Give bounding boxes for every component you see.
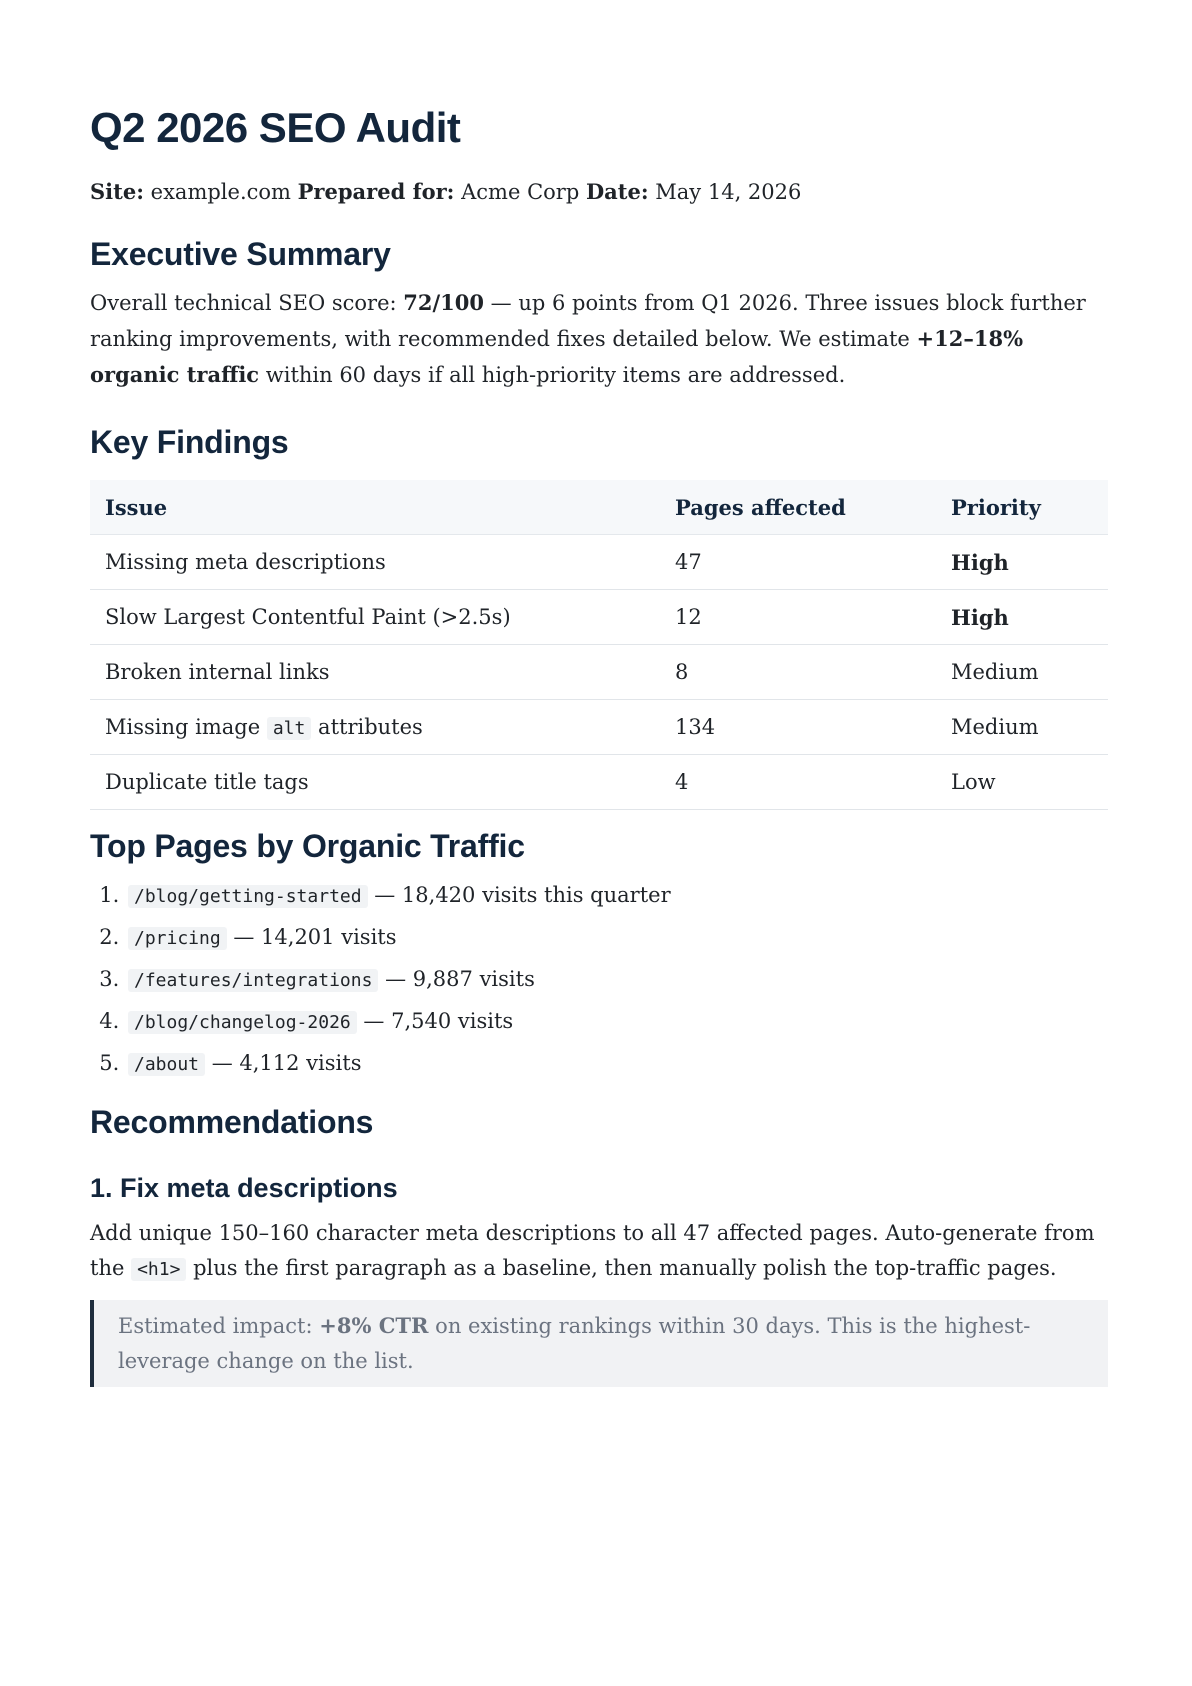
- pages-cell: 47: [660, 535, 936, 590]
- inline-code: <h1>: [131, 1258, 186, 1281]
- issue-cell: Slow Largest Contentful Paint (>2.5s): [90, 590, 660, 645]
- list-item: [126, 959, 671, 1001]
- list-item: [126, 1043, 671, 1085]
- callout-text: [118, 1308, 1084, 1379]
- table-row: [90, 590, 1108, 645]
- priority-value: High: [951, 604, 1009, 630]
- priority-cell: Medium: [936, 645, 1108, 700]
- table-header-row: [90, 480, 1108, 535]
- executive-summary-paragraph: [90, 285, 1108, 393]
- page-path: /features/integrations: [128, 969, 378, 992]
- callout-text-2: on existing rankings within 30 days. This is the highest-leverage change on the list.: [118, 1314, 1031, 1373]
- issue-cell: Duplicate title tags: [90, 755, 660, 810]
- summary-text-1: Overall technical SEO score:: [90, 291, 404, 315]
- site-value: example.com: [150, 180, 291, 204]
- summary-text-2: — up 6 points from Q1 2026. Three issues block further ranking improvements, with recommended fixes detailed below. We estimate: [90, 291, 1086, 351]
- issue-text-post: attributes: [318, 715, 423, 739]
- page-visits: — 18,420 visits this quarter: [367, 883, 671, 907]
- summary-text-3: within 60 days if all high-priority items are addressed.: [259, 363, 846, 387]
- page-path: /about: [128, 1053, 205, 1076]
- page-visits: — 9,887 visits: [378, 967, 535, 991]
- date-label: Date:: [585, 179, 649, 204]
- rec-text-2: plus the first paragraph as a baseline, then manually polish the top-traffic pages.: [186, 1256, 1057, 1280]
- page-path: /blog/changelog-2026: [128, 1011, 357, 1034]
- list-item: [126, 875, 671, 917]
- issue-cell: Missing meta descriptions: [90, 535, 660, 590]
- list-item: [126, 917, 671, 959]
- pages-cell: 12: [660, 590, 936, 645]
- page-visits: — 14,201 visits: [226, 925, 397, 949]
- page-path: /blog/getting-started: [128, 885, 368, 908]
- inline-code: alt: [267, 717, 312, 740]
- key-findings-heading: Key Findings: [90, 424, 289, 460]
- top-pages-list: [90, 875, 671, 1085]
- site-label: Site:: [90, 179, 144, 204]
- top-pages-heading: Top Pages by Organic Traffic: [90, 828, 525, 864]
- pages-cell: 8: [660, 645, 936, 700]
- prepared-for-value: Acme Corp: [461, 180, 580, 204]
- prepared-for-label: Prepared for:: [297, 179, 455, 204]
- table-row: [90, 700, 1108, 755]
- priority-cell: [936, 590, 1108, 645]
- callout-text-1: Estimated impact:: [118, 1314, 320, 1338]
- table-row: [90, 645, 1108, 700]
- table-row: [90, 755, 1108, 810]
- findings-table: [90, 480, 1108, 810]
- rec-text-1: Add unique 150–160 character meta descriptions to all 47 affected pages. Auto-generate from the: [90, 1221, 1095, 1280]
- pages-cell: 4: [660, 755, 936, 810]
- list-item: [126, 1001, 671, 1043]
- column-header-pages-affected: Pages affected: [660, 480, 936, 535]
- pages-cell: 134: [660, 700, 936, 755]
- priority-cell: Low: [936, 755, 1108, 810]
- column-header-priority: Priority: [936, 480, 1108, 535]
- page-path: /pricing: [128, 927, 227, 950]
- priority-cell: [936, 535, 1108, 590]
- recommendation-1-heading: 1. Fix meta descriptions: [90, 1173, 398, 1203]
- priority-value: High: [951, 549, 1009, 575]
- page-title: Q2 2026 SEO Audit: [90, 104, 461, 151]
- seo-score: 72/100: [403, 290, 484, 315]
- callout-ctr: +8% CTR: [319, 1313, 429, 1338]
- column-header-issue: Issue: [90, 480, 660, 535]
- document-meta: [90, 176, 801, 208]
- date-value: May 14, 2026: [655, 180, 802, 204]
- page-visits: — 4,112 visits: [205, 1051, 362, 1075]
- traffic-estimate: +12–18% organic traffic: [90, 326, 1024, 387]
- table-row: [90, 535, 1108, 590]
- priority-cell: Medium: [936, 700, 1108, 755]
- page-visits: — 7,540 visits: [356, 1009, 514, 1033]
- issue-cell: Broken internal links: [90, 645, 660, 700]
- impact-callout: [90, 1300, 1108, 1387]
- issue-text-pre: Missing image: [105, 715, 261, 739]
- issue-cell: [90, 700, 660, 755]
- executive-summary-heading: Executive Summary: [90, 236, 391, 272]
- recommendation-1-paragraph: [90, 1216, 1108, 1287]
- recommendations-heading: Recommendations: [90, 1104, 374, 1140]
